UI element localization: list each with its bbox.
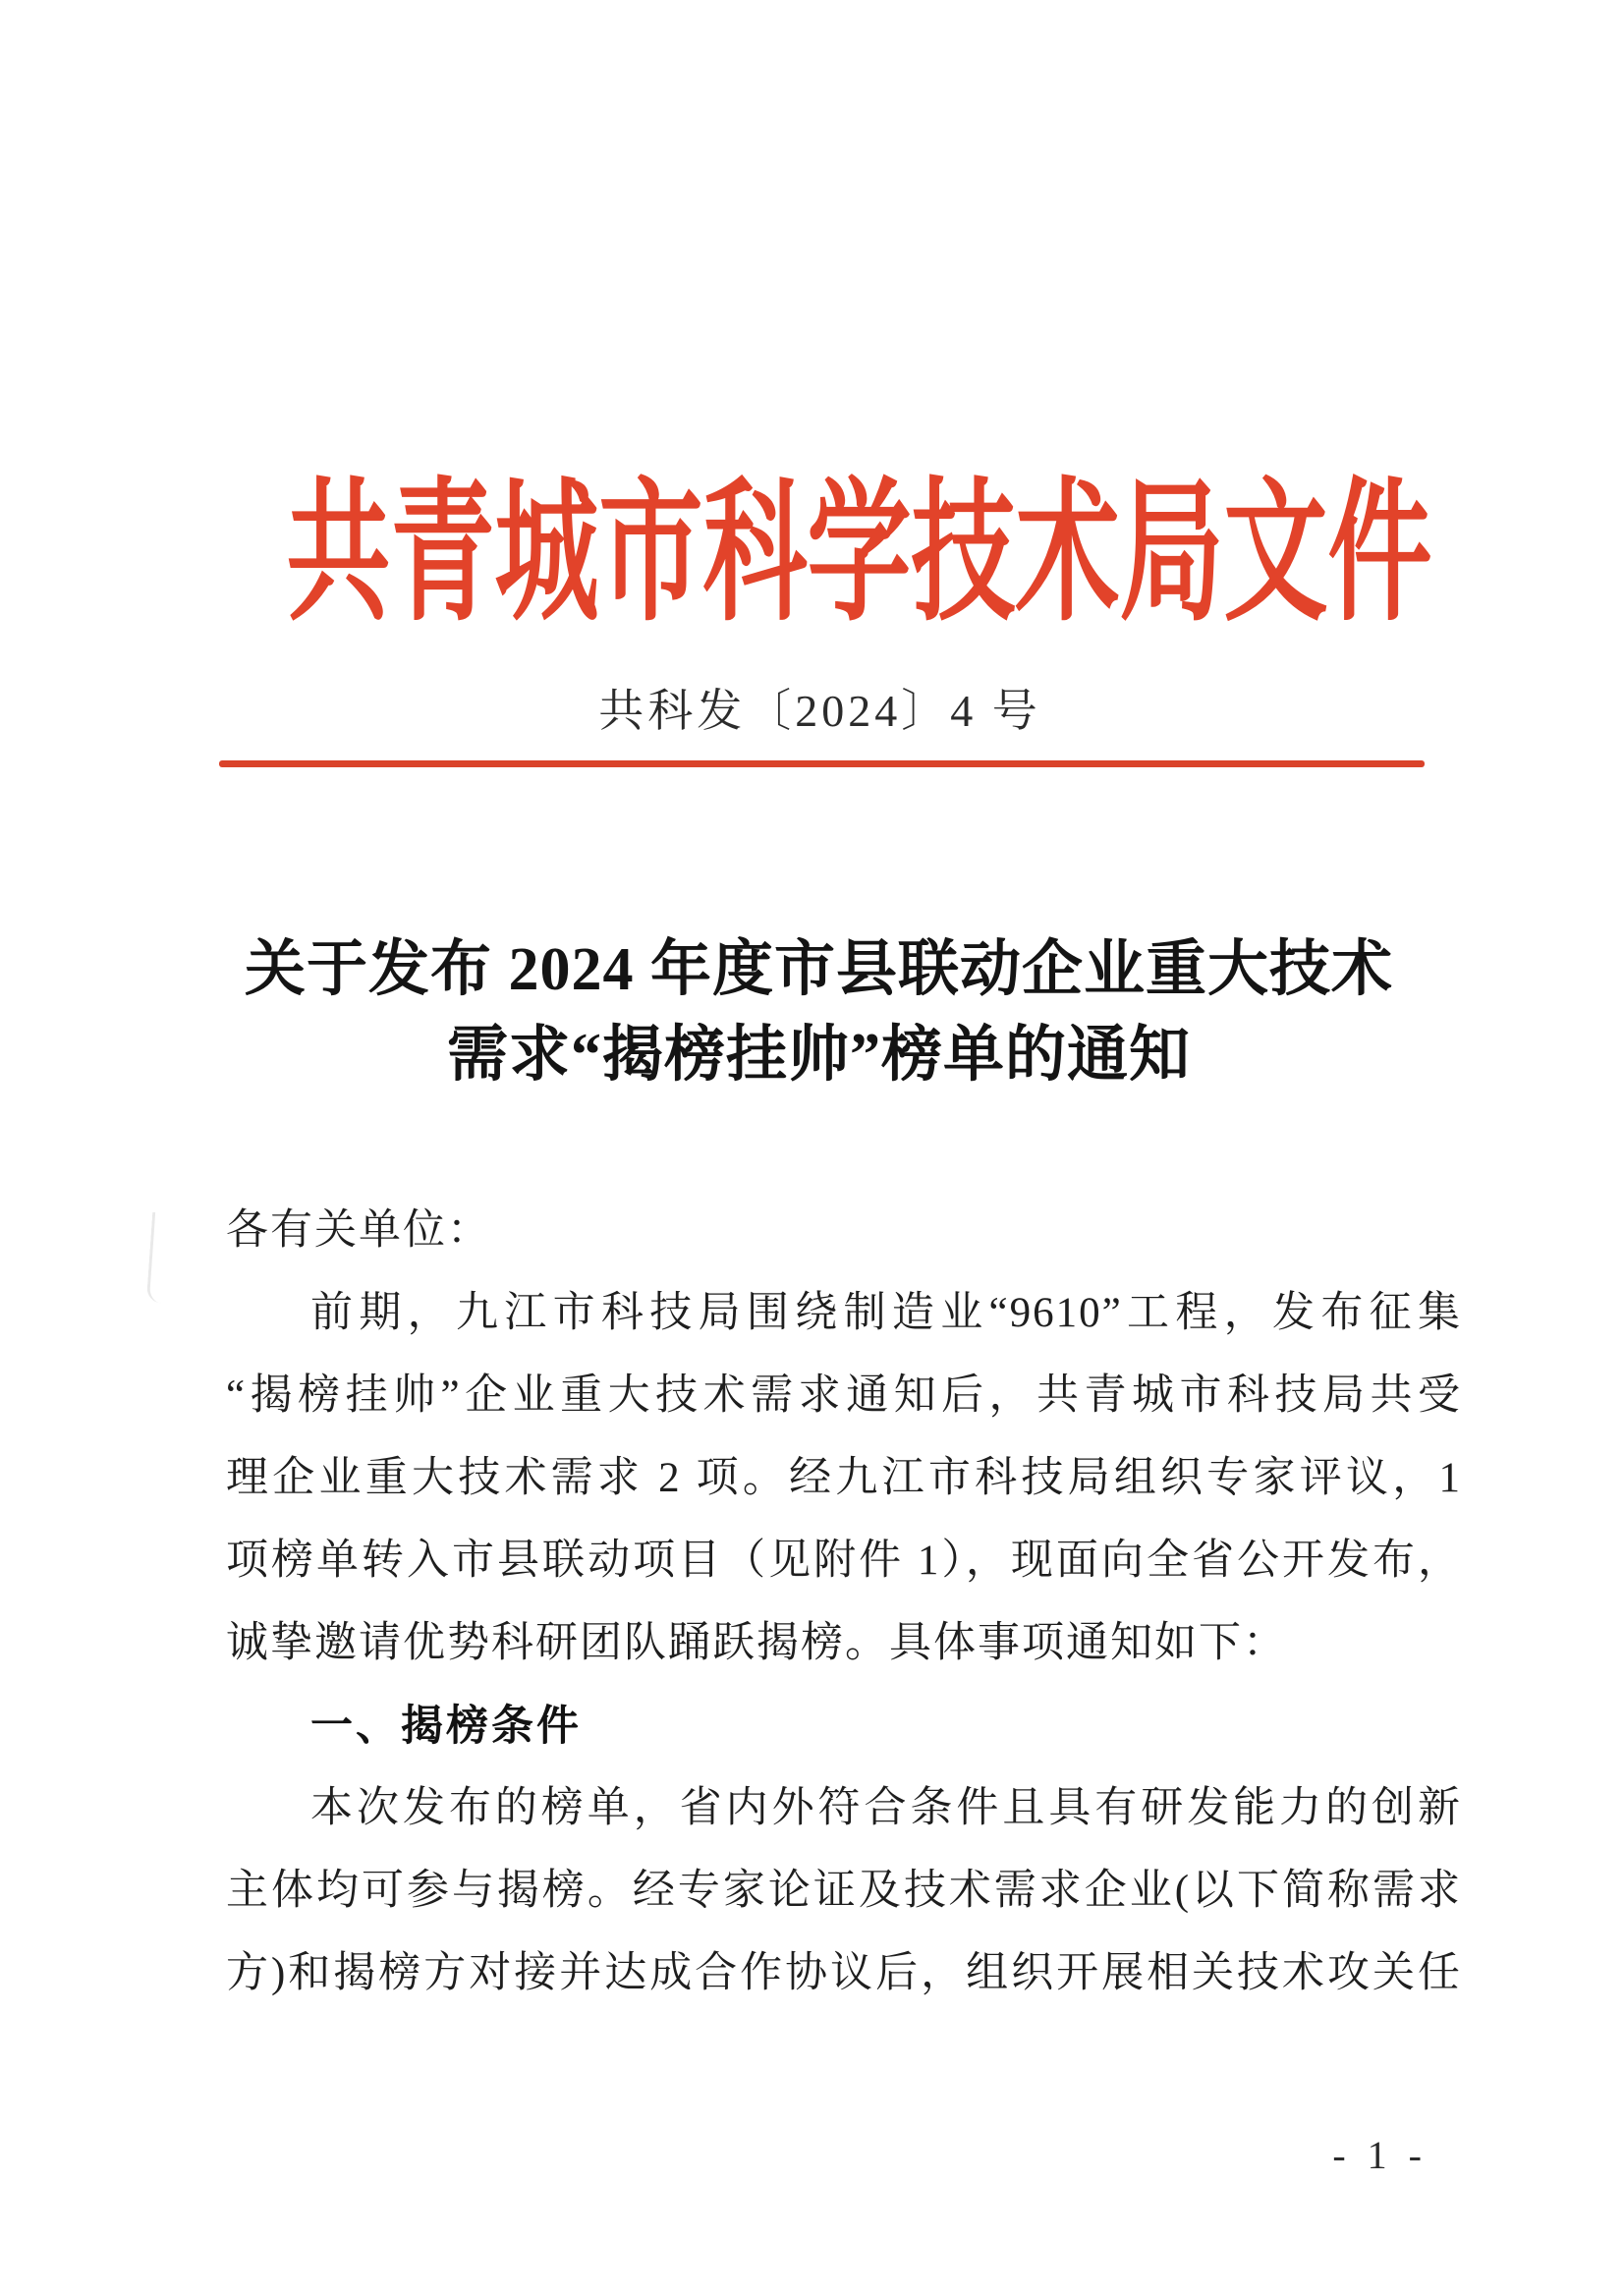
body-line: 主体均可参与揭榜。经专家论证及技术需求企业(以下简称需求	[226, 1868, 1462, 1914]
body-line: 前期，九江市科技局围绕制造业“9610”工程，发布征集	[310, 1290, 1462, 1336]
doc-number: 共科发〔2024〕4 号	[598, 686, 1041, 736]
salutation: 各有关单位：	[226, 1207, 491, 1254]
body-line: 理企业重大技术需求 2 项。经九江市科技局组织专家评议，1	[226, 1455, 1462, 1501]
document-body	[226, 1190, 1462, 2015]
document-title-line1: 关于发布 2024 年度市县联动企业重大技术	[244, 936, 1393, 1003]
agency-title-text: 共青城市科学技术局文件	[286, 469, 1432, 640]
body-line: 项榜单转入市县联动项目（见附件 1），现面向全省公开发布，	[226, 1538, 1462, 1584]
body-line: 本次发布的榜单，省内外符合条件且具有研发能力的创新	[310, 1785, 1462, 1831]
section-heading: 一、揭榜条件	[310, 1703, 582, 1750]
scan-artifact	[146, 1212, 167, 1304]
red-divider-line	[219, 760, 1425, 767]
body-line: 方)和揭榜方对接并达成合作协议后，组织开展相关技术攻关任	[226, 1950, 1462, 1996]
body-line: “揭榜挂帅”企业重大技术需求通知后，共青城市科技局共受	[226, 1372, 1462, 1419]
document-title	[0, 927, 1624, 1098]
body-line: 诚挚邀请优势科研团队踊跃揭榜。具体事项通知如下：	[226, 1620, 1287, 1666]
agency-header	[0, 462, 1624, 640]
document-title-line2: 需求“揭榜挂帅”榜单的通知	[446, 1022, 1191, 1089]
page-number: - 1 -	[1332, 2133, 1428, 2177]
